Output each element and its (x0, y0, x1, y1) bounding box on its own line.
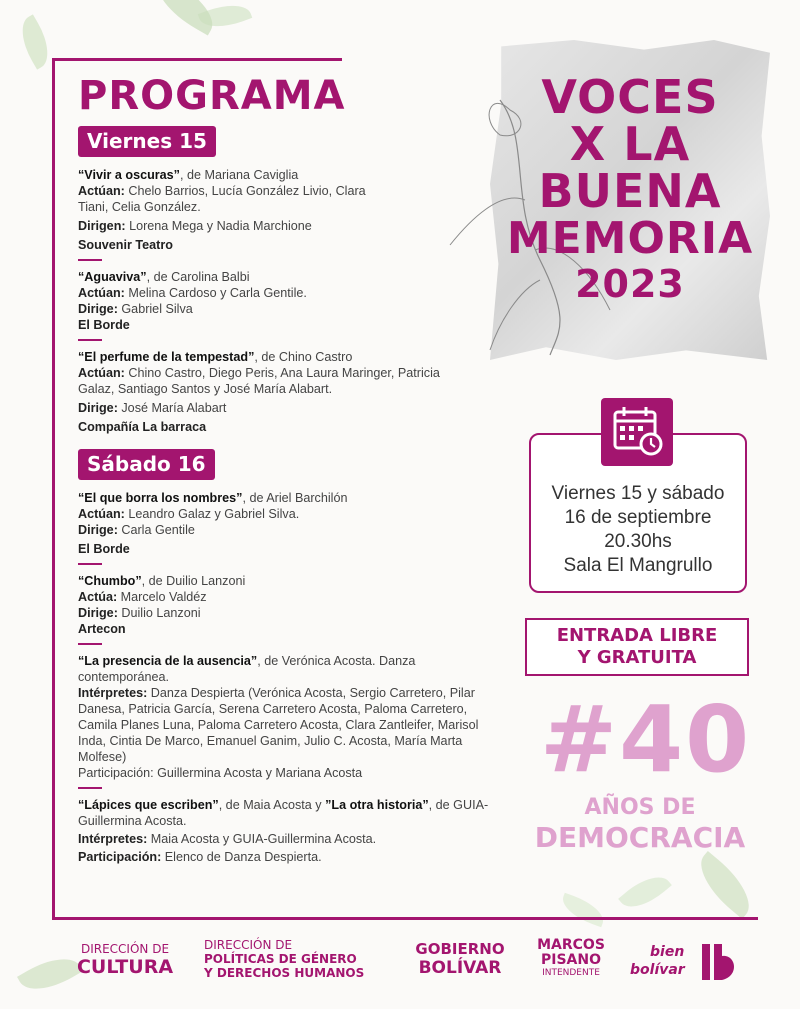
headline-year: 2023 (575, 262, 685, 306)
logo-text: BOLÍVAR (418, 958, 502, 978)
event-role-label: Dirige: (78, 523, 118, 537)
event-title-second: ”La otra historia” (325, 798, 429, 812)
calendar-clock-icon (601, 398, 673, 466)
event-role-label: Actúa: (78, 590, 118, 604)
free-entry-box (525, 618, 749, 676)
event-la-presencia (78, 653, 498, 781)
event-role-value: Lorena Mega y Nadia Marchione (125, 219, 312, 233)
event-role-value: Chino Castro, Diego Peris, Ana Laura Maringer, Patricia Galaz, Santiago Santos y José María Alabart. (78, 366, 440, 396)
anniversary-line: DEMOCRACIA (534, 821, 746, 854)
headline-line: X LA (569, 117, 691, 171)
schedule-text (529, 482, 747, 578)
event-role-value: Gabriel Silva (117, 302, 193, 316)
event-el-que-borra (78, 490, 418, 557)
logo-gobierno-bolivar (405, 940, 515, 978)
event-company: El Borde (78, 542, 130, 556)
logo-text: bolívar (630, 962, 685, 978)
event-author-second: , de GUIA-Guillermina Acosta. (78, 798, 489, 828)
logo-direccion-cultura (60, 942, 190, 978)
event-chumbo (78, 573, 418, 637)
logo-text: bien (650, 944, 685, 960)
logo-text: POLÍTICAS DE GÉNERO (204, 952, 357, 966)
event-separator (78, 259, 102, 261)
event-company: Compañía La barraca (78, 420, 207, 434)
headline-line: VOCES (541, 70, 719, 124)
logo-text: PISANO (540, 952, 601, 968)
event-role-value: Chelo Barrios, Lucía González Livio, Clara Tiani, Celia González. (78, 184, 366, 214)
event-role-value: Carla Gentile (117, 523, 195, 537)
logo-politicas-genero (204, 938, 384, 980)
event-separator (78, 339, 102, 341)
event-role-label: Dirige: (78, 302, 118, 316)
event-role-label: Intérpretes: (78, 832, 148, 846)
leaf-decoration (558, 893, 608, 928)
leaf-decoration (618, 867, 672, 918)
logo-text: DIRECCIÓN DE (80, 942, 170, 956)
event-role-label: Participación: (78, 850, 162, 864)
anniversary-number: #40 (540, 686, 752, 793)
event-role-label: Actúan: (78, 366, 125, 380)
free-entry-line: Y GRATUITA (577, 647, 697, 668)
event-role-value: Danza Despierta (Verónica Acosta, Sergio Carretero, Pilar Danesa, Patricia García, Serena Carretero Acosta, Paloma Carretero, Camila Planes Luna, Paloma Carretero Acosta, Clara Zantleifer, Marisol Inda, Cintia De Marco, Emanuel Ganim, Julio C. Acosta, María Marta Molfese) (78, 686, 479, 764)
event-title: “El perfume de la tempestad” (78, 350, 255, 364)
anniversary-line: AÑOS DE (584, 795, 696, 820)
headline-line: BUENA (538, 164, 722, 218)
bien-bolivar-mark-icon (700, 940, 740, 984)
event-author: , de Mariana Caviglia (179, 168, 299, 182)
event-title: “El que borra los nombres” (78, 491, 243, 505)
logo-marcos-pisano (526, 938, 616, 979)
event-author: , de Ariel Barchilón (242, 491, 348, 505)
event-lapices (78, 797, 498, 865)
logo-text: MARCOS (537, 937, 605, 953)
logo-text: DIRECCIÓN DE (204, 938, 293, 952)
day-badge-friday: Viernes 15 (78, 126, 216, 157)
day-badge-saturday: Sábado 16 (78, 449, 215, 480)
event-el-perfume (78, 349, 478, 435)
bottom-divider (52, 917, 758, 920)
event-separator (78, 787, 102, 789)
event-author: , de Chino Castro (254, 350, 353, 364)
event-separator (78, 563, 102, 565)
event-vivir-a-oscuras (78, 167, 378, 253)
event-title: “Lápices que escriben” (78, 798, 219, 812)
event-role-value: Elenco de Danza Despierta. (161, 850, 322, 864)
event-role-value: Melina Cardoso y Carla Gentile. (124, 286, 307, 300)
event-author: , de Duilio Lanzoni (141, 574, 246, 588)
event-separator (78, 643, 102, 645)
event-role-value: Marcelo Valdéz (117, 590, 207, 604)
program-title: PROGRAMA (78, 73, 346, 119)
event-company: Artecon (78, 622, 126, 636)
event-role-label: Actúan: (78, 507, 125, 521)
anniversary-text (520, 793, 760, 853)
schedule-days: Viernes 15 y sábado (551, 483, 725, 504)
leaf-decoration (689, 851, 762, 919)
event-role-label: Dirigen: (78, 219, 126, 233)
event-role-value: José María Alabart (117, 401, 227, 415)
event-author: , de Verónica Acosta. Danza contemporánea. (78, 654, 416, 684)
event-role-label: Dirige: (78, 606, 118, 620)
event-author: , de Maia Acosta y (218, 798, 326, 812)
footer-logos (0, 934, 800, 994)
free-entry-line: ENTRADA LIBRE (556, 625, 718, 646)
logo-text: INTENDENTE (542, 968, 600, 978)
event-participation: Participación: Guillermina Acosta y Mariana Acosta (78, 766, 363, 780)
logo-bien-bolivar (626, 938, 746, 986)
headline-line: MEMORIA (506, 213, 754, 264)
event-role-label: Actúan: (78, 184, 125, 198)
headline (500, 70, 760, 306)
event-role-value: Leandro Galaz y Gabriel Silva. (124, 507, 300, 521)
logo-text: GOBIERNO (415, 940, 505, 958)
logo-text: CULTURA (76, 956, 174, 978)
event-title: “Aguaviva” (78, 270, 147, 284)
event-role-label: Actúan: (78, 286, 125, 300)
event-author: , de Carolina Balbi (146, 270, 250, 284)
event-role-label: Dirige: (78, 401, 118, 415)
schedule-venue: Sala El Mangrullo (563, 555, 713, 576)
event-role-value: Maia Acosta y GUIA-Guillermina Acosta. (147, 832, 377, 846)
event-company: El Borde (78, 318, 130, 332)
event-title: “La presencia de la ausencia” (78, 654, 258, 668)
schedule-time: 20.30hs (604, 531, 672, 552)
event-title: “Vivir a oscuras” (78, 168, 180, 182)
event-title: “Chumbo” (78, 574, 142, 588)
event-company: Souvenir Teatro (78, 238, 173, 252)
event-role-value: Duilio Lanzoni (117, 606, 201, 620)
logo-text: Y DERECHOS HUMANOS (204, 966, 365, 980)
event-role-label: Intérpretes: (78, 686, 148, 700)
event-aguaviva (78, 269, 378, 333)
schedule-date: 16 de septiembre (564, 507, 712, 528)
